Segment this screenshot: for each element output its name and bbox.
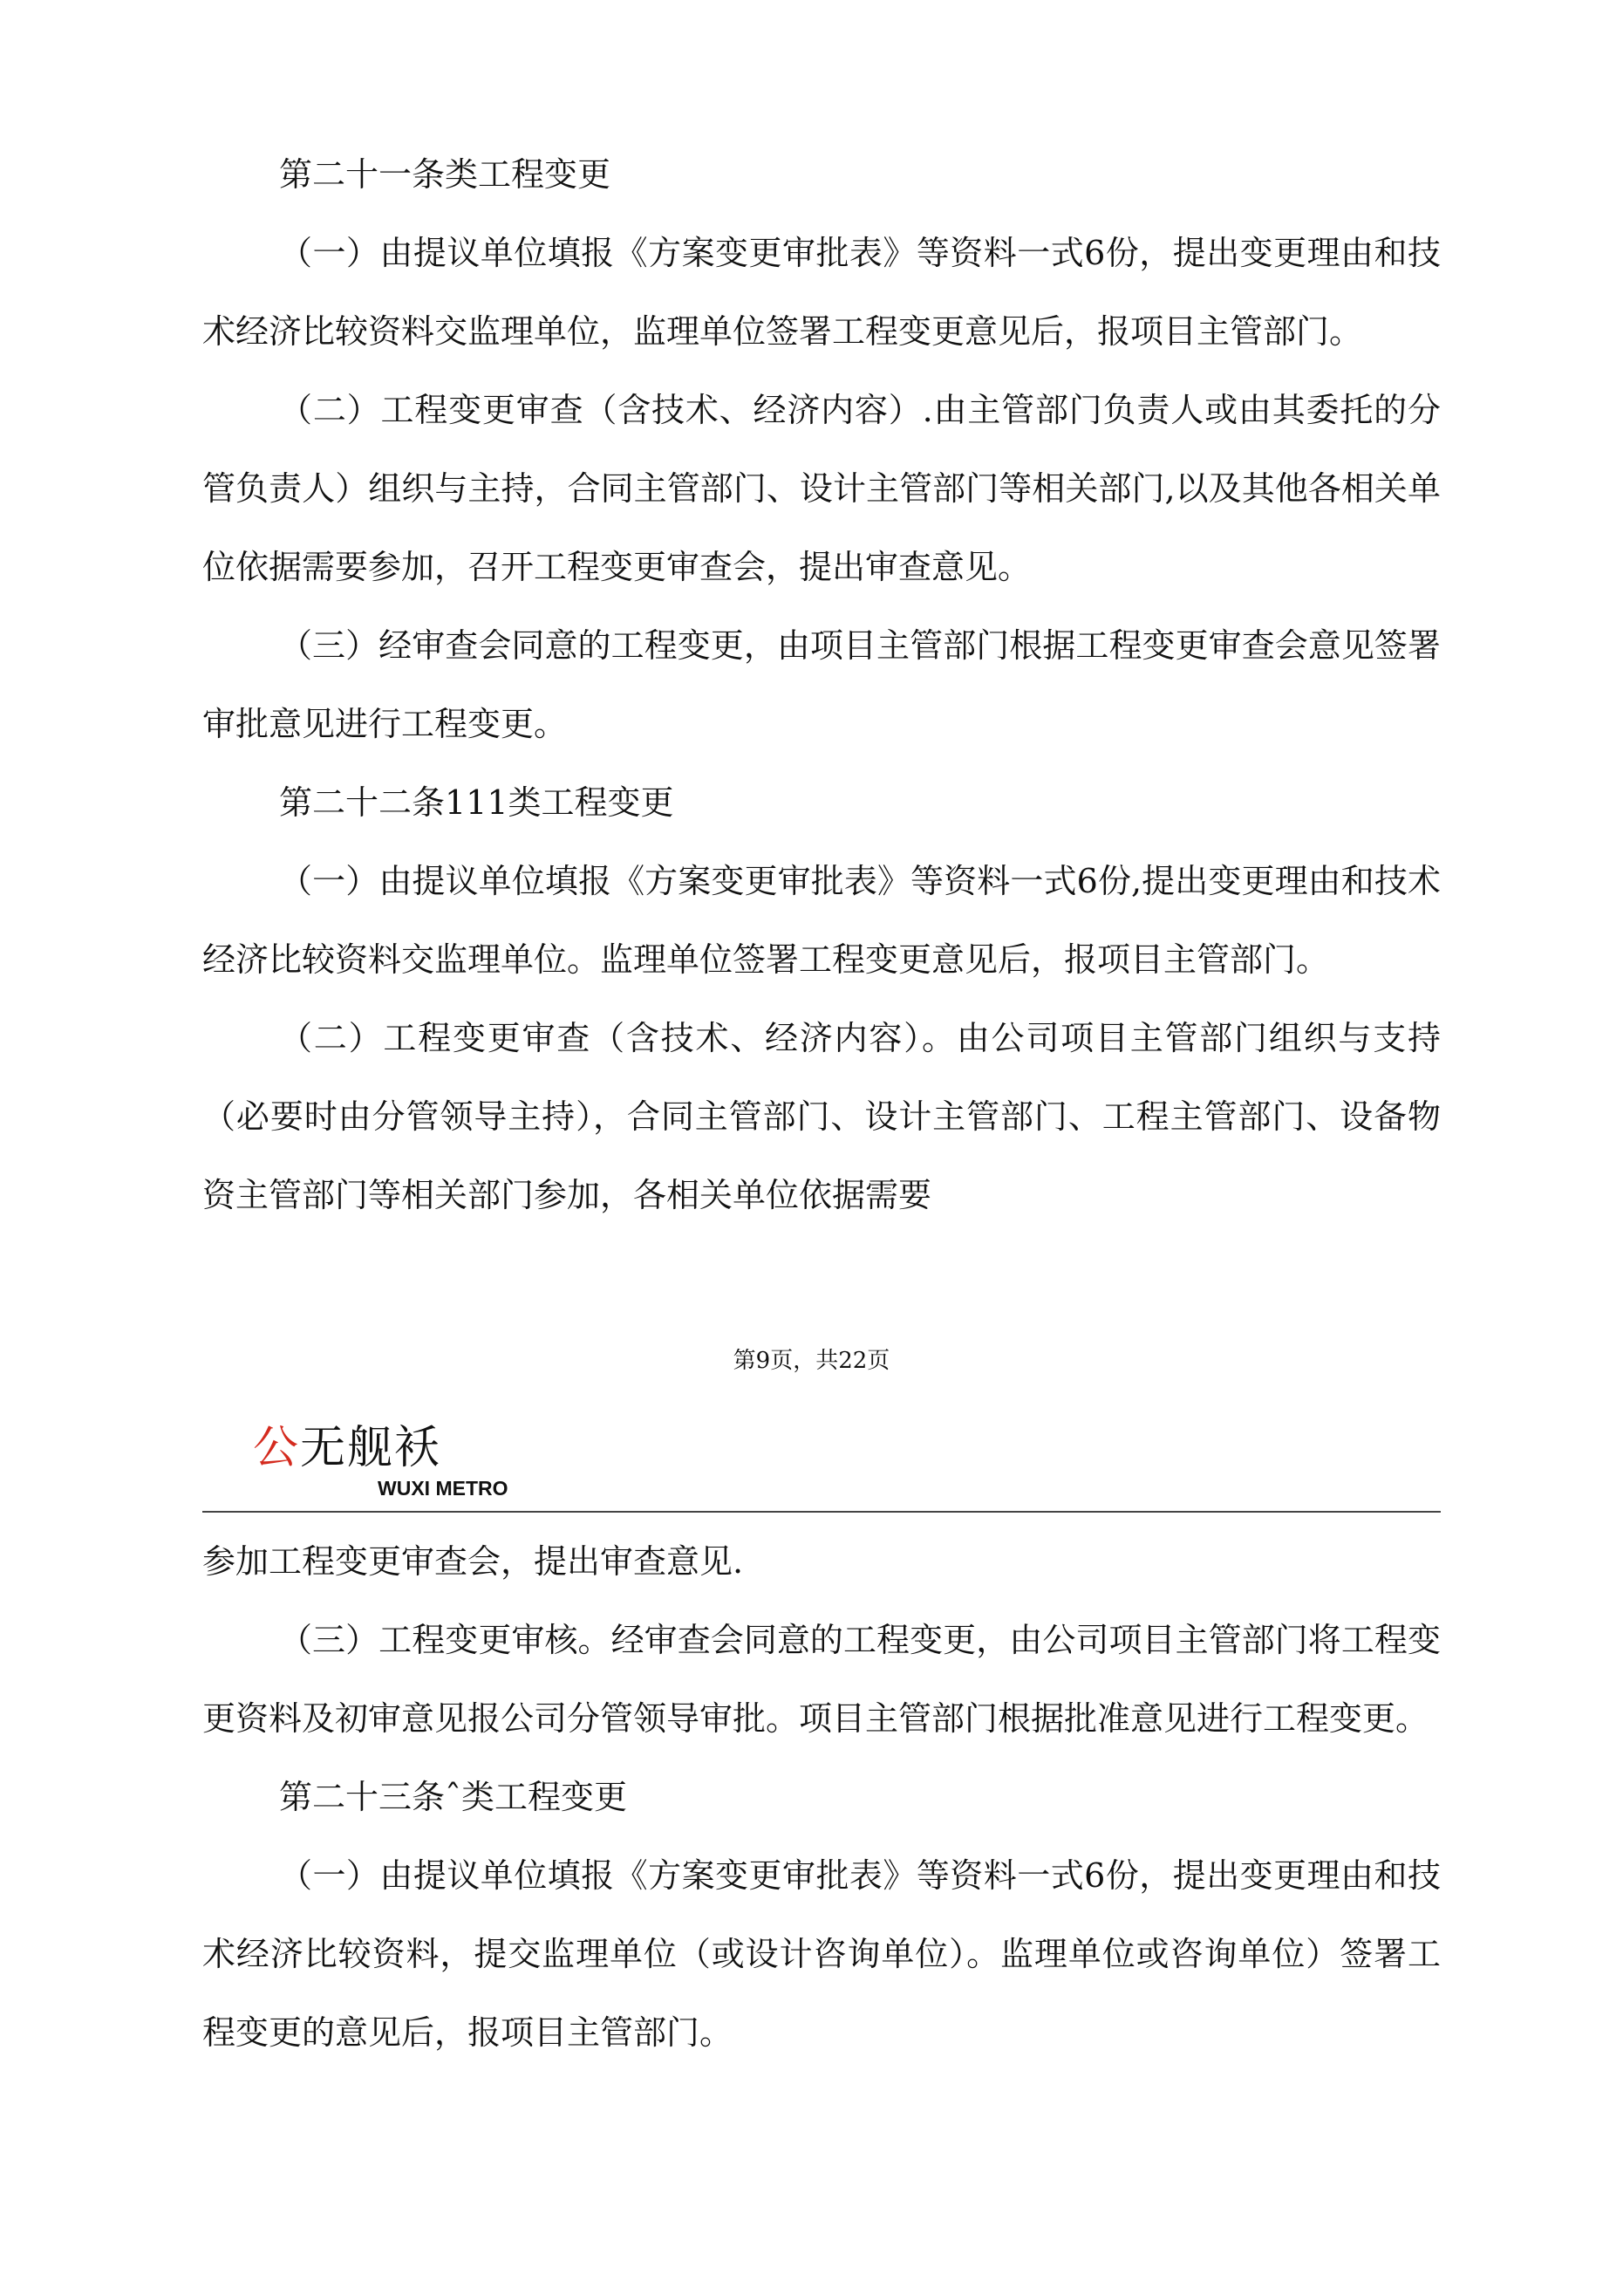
continued-text: 参加工程变更审查会，提出审查意见. — [202, 1542, 744, 1581]
logo-first-char: 公 — [253, 1422, 301, 1474]
article-22-heading: 第二十二条111类工程变更 — [279, 783, 674, 822]
article-21-clause-1: （一）由提议单位填报《方案变更审批表》等资料一式6份，提出变更理由和技术经济比较资料交监理单位，监理单位签署工程变更意见后，报项目主管部门。 — [202, 234, 1441, 351]
article-21-heading: 第二十一条类工程变更 — [279, 155, 611, 194]
logo-rest-chars: 无舰袄 — [300, 1422, 442, 1474]
article-23-clause-1: （一）由提议单位填报《方案变更审批表》等资料一式6份，提出变更理由和技术经济比较资料，提交监理单位（或设计咨询单位）。监理单位或咨询单位）签署工程变更的意见后，报项目主管部门。 — [202, 1856, 1441, 2052]
logo-english-text: WUXI METRO — [378, 1477, 508, 1500]
logo-chinese-text — [253, 1422, 508, 1474]
page-footer: 第9页，共22页 — [733, 1348, 890, 1374]
header-divider — [202, 1511, 1441, 1513]
article-22-clause-2: （二）工程变更审查（含技术、经济内容）。由公司项目主管部门组织与支持（必要时由分管领导主持），合同主管部门、设计主管部门、工程主管部门、设备物资主管部门等相关部门参加，各相关单位依据需要 — [202, 1019, 1441, 1214]
page-9-body — [202, 135, 1441, 1234]
article-22-clause-3: （三）工程变更审核。经审查会同意的工程变更，由公司项目主管部门将工程变更资料及初审意见报公司分管领导审批。项目主管部门根据批准意见进行工程变更。 — [202, 1621, 1441, 1738]
page-10-body — [202, 1522, 1441, 2072]
article-21-clause-2: （二）工程变更审查（含技术、经济内容）.由主管部门负责人或由其委托的分管负责人）组织与主持，合同主管部门、设计主管部门等相关部门,以及其他各相关单位依据需要参加，召开工程变更审查会，提出审查意见。 — [202, 391, 1441, 586]
wuxi-metro-logo — [253, 1422, 508, 1500]
article-23-heading: 第二十三条ˆ类工程变更 — [279, 1778, 628, 1816]
article-21-clause-3: （三）经审查会同意的工程变更，由项目主管部门根据工程变更审查会意见签署审批意见进行工程变更。 — [202, 626, 1441, 743]
article-22-clause-1: （一）由提议单位填报《方案变更审批表》等资料一式6份,提出变更理由和技术经济比较资料交监理单位。监理单位签署工程变更意见后，报项目主管部门。 — [202, 862, 1441, 979]
